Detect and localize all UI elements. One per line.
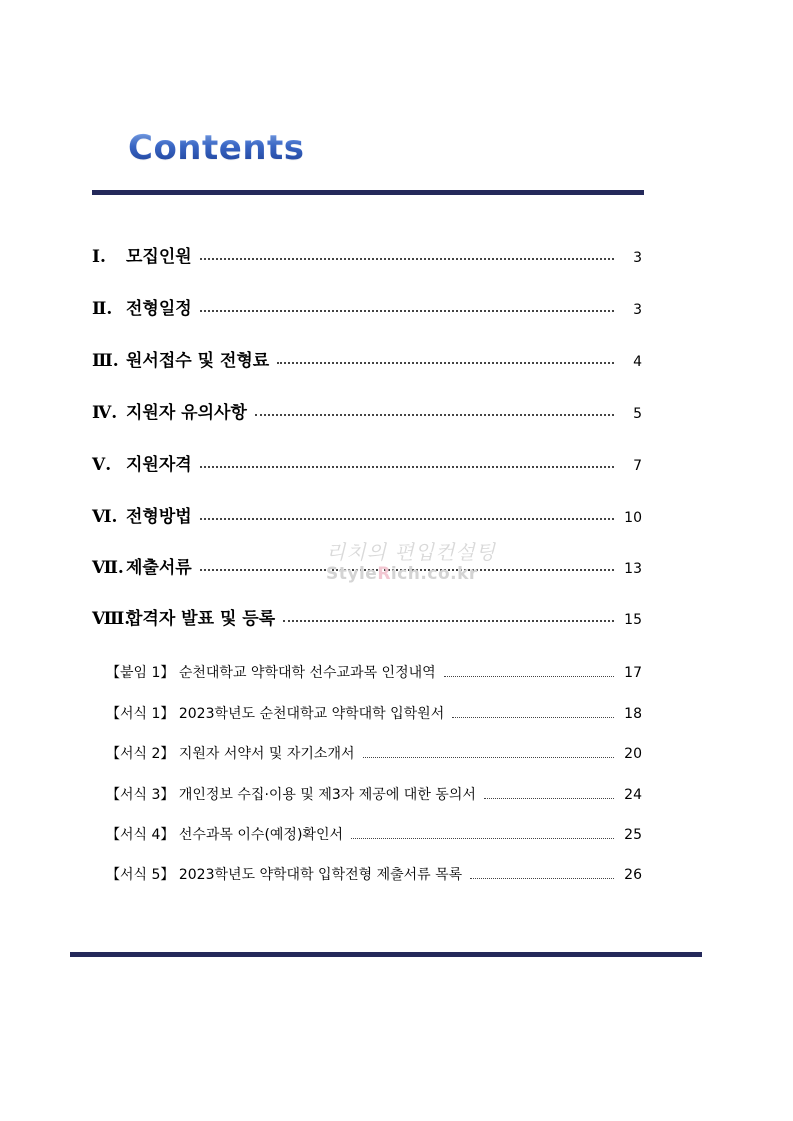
toc-page: 24: [624, 787, 642, 803]
toc-sub-label: 【서식 4】 선수과목 이수(예정)확인서: [106, 827, 343, 843]
toc-label: 지원자 유의사항: [126, 403, 247, 423]
toc-sub-label: 【서식 1】 2023학년도 순천대학교 약학대학 입학원서: [106, 706, 445, 722]
dot-leader: [200, 518, 614, 520]
toc-number: Ⅷ.: [92, 609, 131, 629]
toc-page: 5: [633, 406, 642, 422]
toc-subentry[interactable]: [106, 703, 642, 723]
dot-leader: [200, 310, 614, 312]
toc-page: 4: [633, 354, 642, 370]
toc-subentry[interactable]: [106, 784, 642, 804]
toc-sub-label: 【서식 3】 개인정보 수집·이용 및 제3자 제공에 대한 동의서: [106, 787, 476, 803]
dot-leader: [200, 258, 614, 260]
toc-label: 전형일정: [126, 299, 192, 319]
dot-leader: [444, 676, 614, 677]
toc-page: 3: [633, 250, 642, 266]
toc-subentry[interactable]: [106, 824, 642, 844]
toc-entry[interactable]: [92, 242, 642, 267]
toc-sub-label: 【붙임 1】 순천대학교 약학대학 선수교과목 인정내역: [106, 665, 436, 681]
dot-leader: [470, 878, 614, 879]
top-divider: [92, 190, 644, 195]
bottom-divider: [70, 952, 702, 957]
toc-page: 17: [624, 665, 642, 681]
toc-entry[interactable]: [92, 450, 642, 475]
toc-number: Ⅱ.: [92, 299, 113, 319]
toc-page: 20: [624, 746, 642, 762]
toc-subentry[interactable]: [106, 864, 642, 884]
toc-page: 13: [624, 561, 642, 577]
toc-entry[interactable]: [92, 604, 642, 629]
toc-label: 모집인원: [126, 247, 192, 267]
toc-sub-label: 【서식 2】 지원자 서약서 및 자기소개서: [106, 746, 355, 762]
dot-leader: [277, 362, 614, 364]
watermark-url: [326, 564, 478, 584]
toc-number: Ⅲ.: [92, 351, 119, 371]
dot-leader: [452, 717, 614, 718]
watermark-text: 리치의 편입컨설팅: [326, 540, 496, 564]
toc-sub-label: 【서식 5】 2023학년도 약학대학 입학전형 제출서류 목록: [106, 867, 463, 883]
toc-label: 원서접수 및 전형료: [126, 351, 270, 371]
dot-leader: [283, 620, 614, 622]
toc-entry[interactable]: [92, 346, 642, 371]
toc-number: Ⅶ.: [92, 558, 124, 578]
toc-entry[interactable]: [92, 398, 642, 423]
toc-page: 7: [633, 458, 642, 474]
toc-label: 합격자 발표 및 등록: [126, 609, 276, 629]
watermark-url-part: ich.co.kr: [390, 564, 478, 584]
dot-leader: [484, 798, 614, 799]
dot-leader: [351, 838, 614, 839]
toc-label: 제출서류: [126, 558, 192, 578]
toc-page: 10: [624, 510, 642, 526]
toc-label: 지원자격: [126, 455, 192, 475]
toc-number: Ⅵ.: [92, 507, 118, 527]
toc-page: 3: [633, 302, 642, 318]
toc-subentry[interactable]: [106, 662, 642, 682]
toc-label: 전형방법: [126, 507, 192, 527]
toc-number: Ⅰ.: [92, 247, 106, 267]
dot-leader: [363, 757, 615, 758]
dot-leader: [255, 414, 614, 416]
watermark-url-part: Style: [326, 564, 378, 584]
dot-leader: [200, 466, 614, 468]
toc-page: 18: [624, 706, 642, 722]
watermark-url-highlight: R: [377, 564, 391, 584]
toc-page: 25: [624, 827, 642, 843]
toc-subentry[interactable]: [106, 743, 642, 763]
contents-title: Contents: [128, 128, 305, 168]
toc-page: 15: [624, 612, 642, 628]
toc-page: 26: [624, 867, 642, 883]
toc-number: Ⅴ.: [92, 455, 112, 475]
toc-number: Ⅳ.: [92, 403, 118, 423]
toc-entry[interactable]: [92, 294, 642, 319]
toc-entry[interactable]: [92, 502, 642, 527]
